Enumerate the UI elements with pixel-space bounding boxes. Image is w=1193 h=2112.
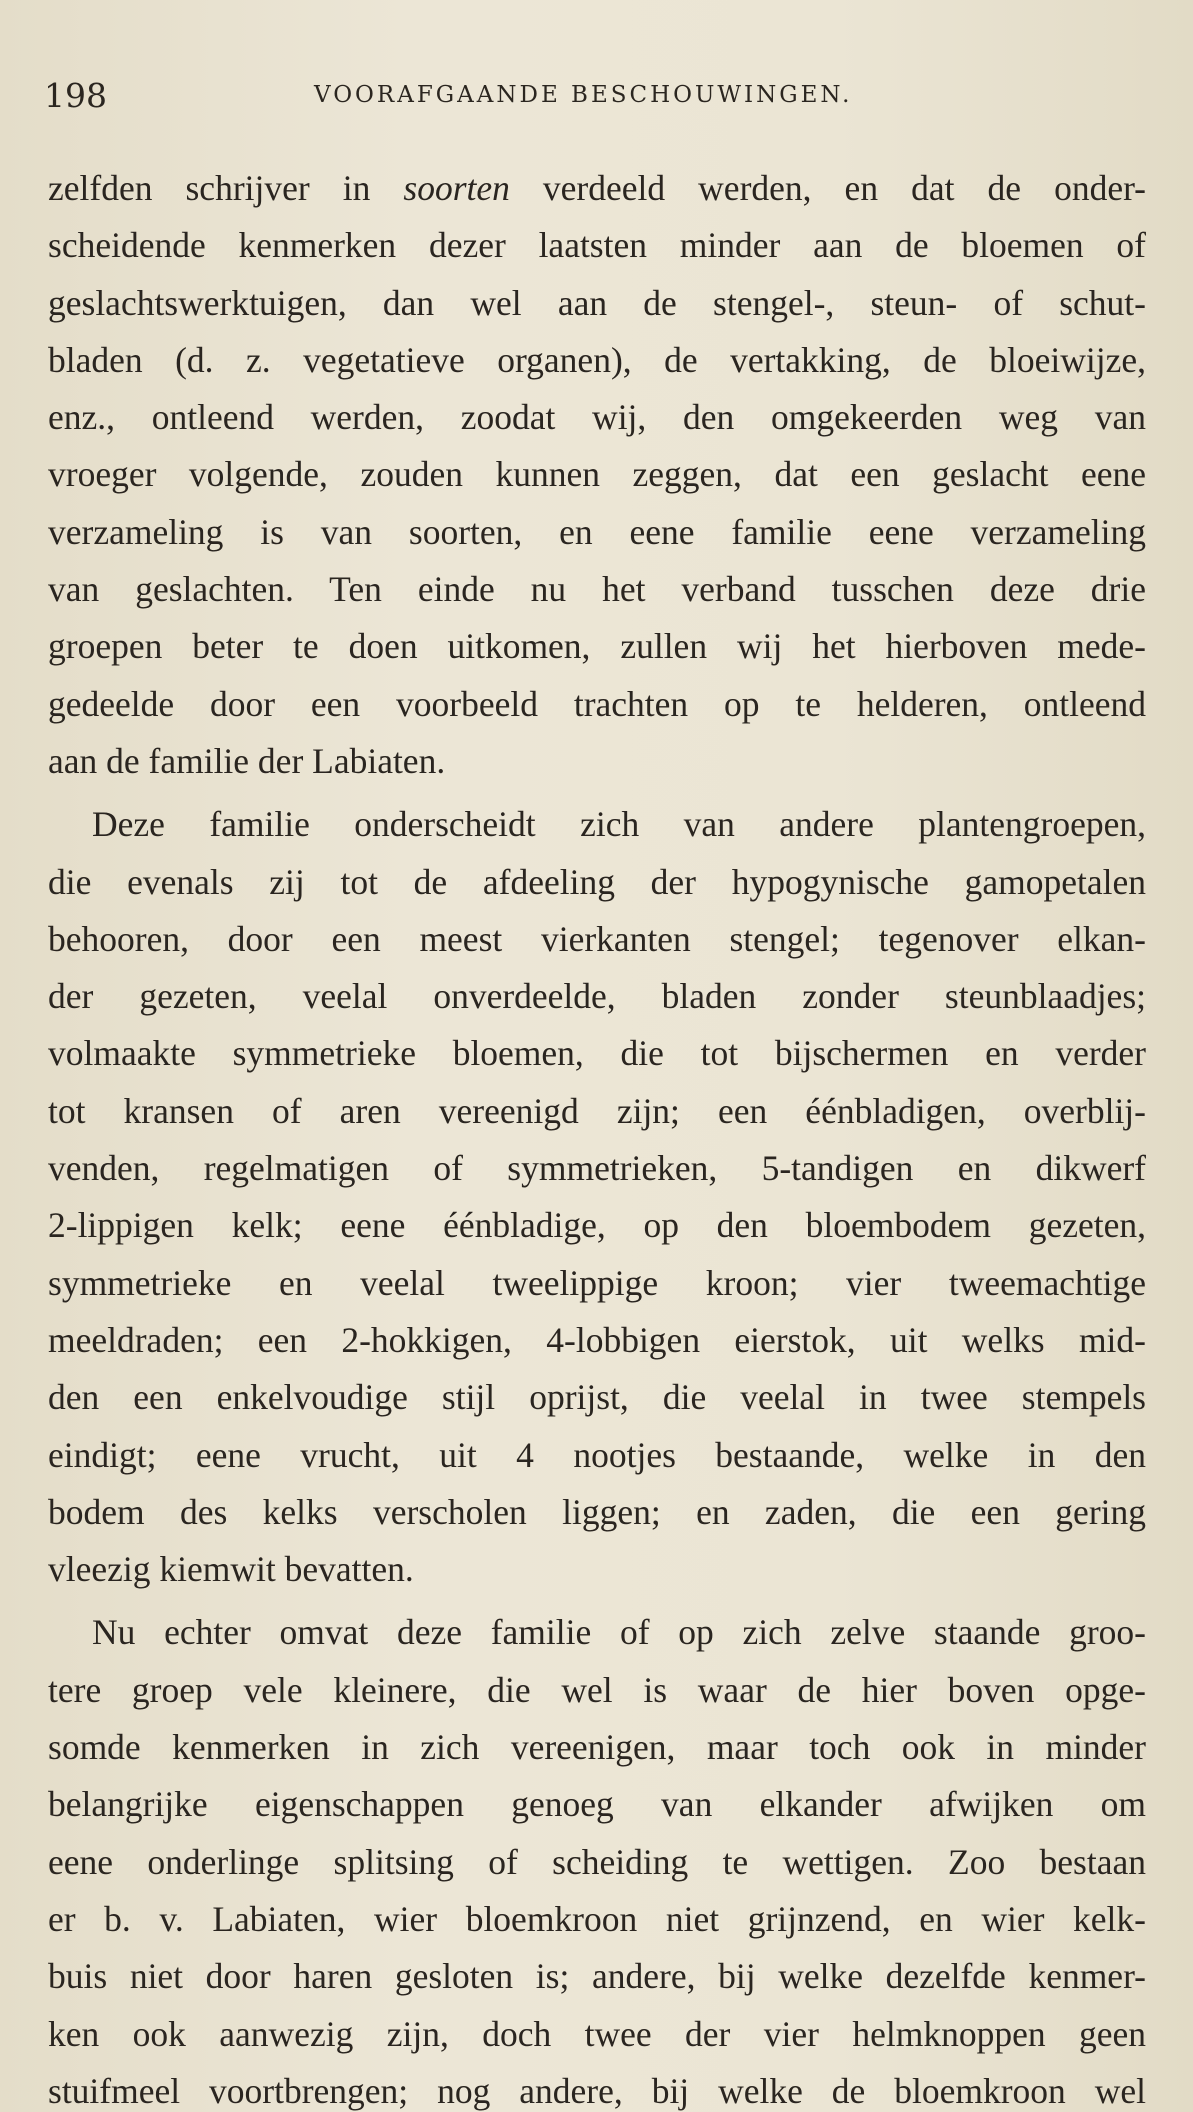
text-line: stuifmeel voortbrengen; nog andere, bij welke de bloemkroon wel <box>48 2070 1146 2111</box>
text-line: tere groep vele kleinere, die wel is waar de hier boven opge- <box>48 1669 1146 1710</box>
text-line: bladen (d. z. vegetatieve organen), de vertakking, de bloeiwijze, <box>48 339 1146 380</box>
text-line: volmaakte symmetrieke bloemen, die tot bijschermen en verder <box>48 1033 1146 1074</box>
paragraph-3 <box>48 1604 1146 2112</box>
text-line: vroeger volgende, zouden kunnen zeggen, dat een geslacht eene <box>48 454 1146 495</box>
text-line: verzameling is van soorten, en eene familie eene verzameling <box>48 511 1146 552</box>
text-line: groepen beter te doen uitkomen, zullen wij het hierboven mede- <box>48 626 1146 667</box>
text-line: gedeelde door een voorbeeld trachten op te helderen, ontleend <box>48 683 1146 724</box>
italic-term: soorten <box>403 168 510 208</box>
text-line: symmetrieke en veelal tweelippige kroon; vier tweemachtige <box>48 1262 1146 1303</box>
text-line: er b. v. Labiaten, wier bloemkroon niet grijnzend, en wier kelk- <box>48 1898 1146 1939</box>
text-line: tot kransen of aren vereenigd zijn; een éénbladigen, overblij- <box>48 1090 1146 1131</box>
text-line: van geslachten. Ten einde nu het verband tusschen deze drie <box>48 569 1146 610</box>
text-line: enz., ontleend werden, zoodat wij, den omgekeerden weg van <box>48 397 1146 438</box>
running-head: VOORAFGAANDE BESCHOUWINGEN. <box>314 82 853 108</box>
text-line: Deze familie onderscheidt zich van andere plantengroepen, <box>92 804 1146 845</box>
text-line: venden, regelmatigen of symmetrieken, 5-tandigen en dikwerf <box>48 1148 1146 1189</box>
text-line: bodem des kelks verscholen liggen; en zaden, die een gering <box>48 1491 1146 1532</box>
text-line: geslachtswerktuigen, dan wel aan de stengel-, steun- of schut- <box>48 282 1146 323</box>
text-line: aan de familie der Labiaten. <box>48 740 446 781</box>
text-line: behooren, door een meest vierkanten stengel; tegenover elkan- <box>48 918 1146 959</box>
text-line: eene onderlinge splitsing of scheiding te wettigen. Zoo bestaan <box>48 1841 1146 1882</box>
text-line: buis niet door haren gesloten is; andere, bij welke dezelfde kenmer- <box>48 1956 1146 1997</box>
text-line: meeldraden; een 2-hokkigen, 4-lobbigen eierstok, uit welks mid- <box>48 1319 1146 1360</box>
text-line: zelfden schrijver in soorten verdeeld werden, en dat de onder- <box>48 168 1146 208</box>
body-text <box>48 160 1146 2112</box>
text-line: scheidende kenmerken dezer laatsten minder aan de bloemen of <box>48 225 1146 266</box>
text-line: vleezig kiemwit bevatten. <box>48 1549 414 1590</box>
text-line: den een enkelvoudige stijl oprijst, die veelal in twee stempels <box>48 1377 1146 1418</box>
page-header <box>44 76 1144 116</box>
text-line: belangrijke eigenschappen genoeg van elkander afwijken om <box>48 1784 1146 1825</box>
paragraph-2 <box>48 796 1146 1598</box>
text-line: somde kenmerken in zich vereenigen, maar toch ook in minder <box>48 1727 1146 1768</box>
text-line: die evenals zij tot de afdeeling der hypogynische gamopetalen <box>48 861 1146 902</box>
text-line: der gezeten, veelal onverdeelde, bladen zonder steunblaadjes; <box>48 976 1146 1017</box>
text-line: ken ook aanwezig zijn, doch twee der vier helmknoppen geen <box>48 2013 1146 2054</box>
text-line: Nu echter omvat deze familie of op zich zelve staande groo- <box>92 1612 1146 1653</box>
text-line: 2-lippigen kelk; eene éénbladige, op den bloembodem gezeten, <box>48 1205 1146 1246</box>
page-number: 198 <box>44 76 107 115</box>
paragraph-1 <box>48 160 1146 790</box>
text-line: eindigt; eene vrucht, uit 4 nootjes bestaande, welke in den <box>48 1434 1146 1475</box>
